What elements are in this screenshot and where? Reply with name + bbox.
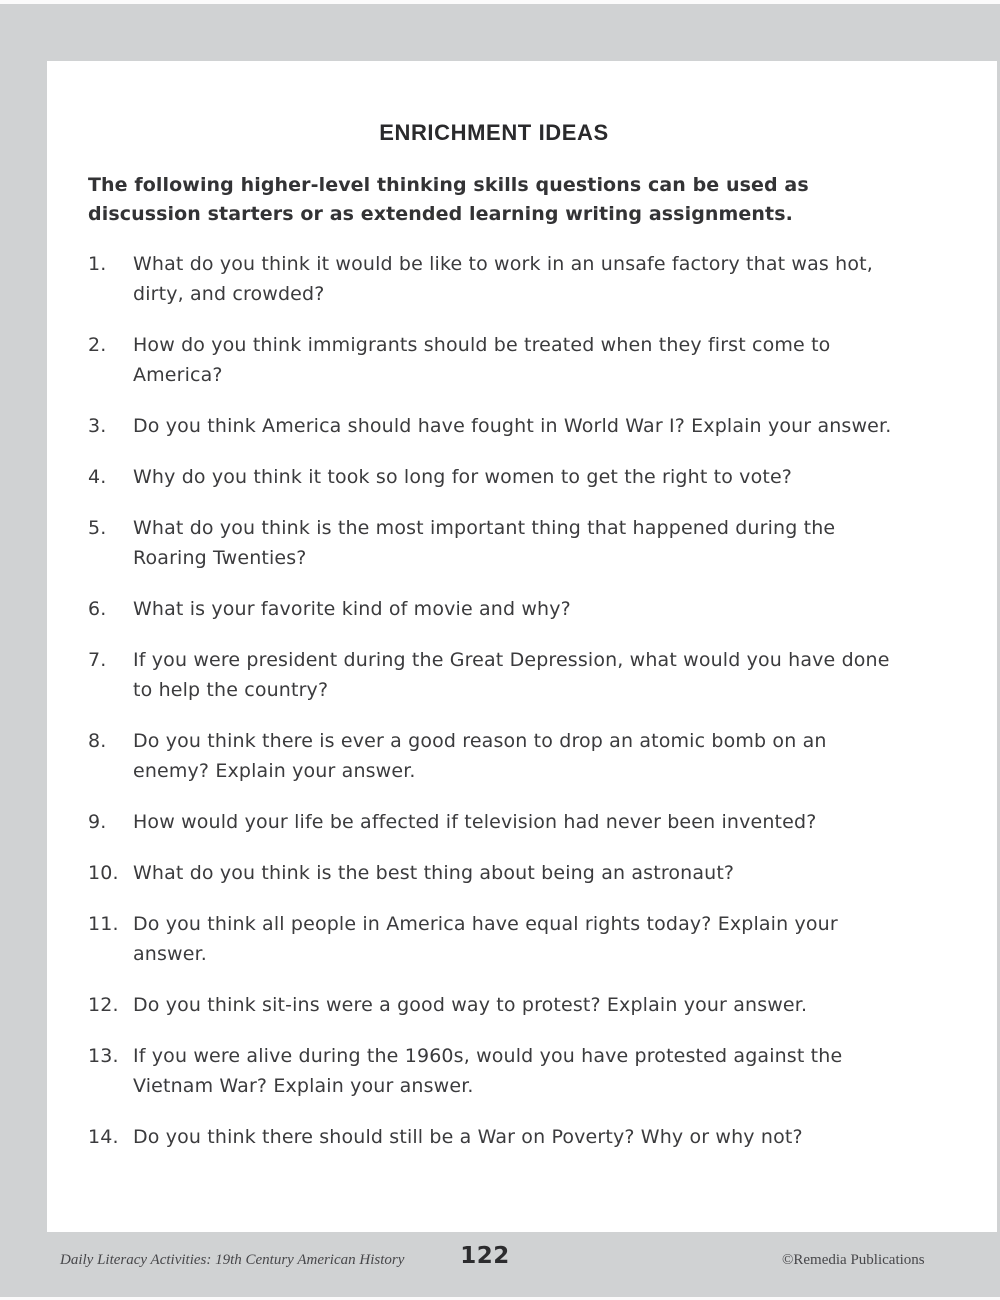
- question-item: [88, 249, 997, 309]
- question-item: [88, 807, 997, 837]
- question-text: How would your life be affected if television had never been invented?: [133, 811, 817, 833]
- question-text: Do you think all people in America have equal rights today? Explain your answer.: [133, 913, 838, 965]
- question-number: 14.: [88, 1126, 119, 1148]
- question-number: 11.: [88, 913, 119, 935]
- question-number: 13.: [88, 1045, 119, 1067]
- question-text: Why do you think it took so long for women to get the right to vote?: [133, 466, 793, 488]
- question-text: How do you think immigrants should be treated when they first come to America?: [133, 334, 831, 386]
- question-number: 4.: [88, 466, 107, 488]
- question-text: Do you think there is ever a good reason to drop an atomic bomb on an enemy? Explain your answer.: [133, 730, 827, 782]
- question-item: [88, 462, 997, 492]
- page-title: ENRICHMENT IDEAS: [379, 120, 609, 145]
- question-item: [88, 513, 997, 573]
- question-text: What do you think is the best thing about being an astronaut?: [133, 862, 735, 884]
- question-item: [88, 594, 997, 624]
- question-item: [88, 411, 997, 441]
- question-number: 1.: [88, 253, 107, 275]
- footer-publisher: ©Remedia Publications: [782, 1252, 925, 1268]
- footer-page-number: 122: [460, 1243, 510, 1269]
- question-item: [88, 645, 997, 705]
- question-number: 9.: [88, 811, 107, 833]
- question-text: Do you think sit-ins were a good way to protest? Explain your answer.: [133, 994, 808, 1016]
- question-text: What do you think is the most important thing that happened during the Roaring Twenties?: [133, 517, 836, 569]
- question-item: [88, 330, 997, 390]
- question-text: What is your favorite kind of movie and why?: [133, 598, 571, 620]
- question-number: 12.: [88, 994, 119, 1016]
- question-number: 5.: [88, 517, 107, 539]
- question-item: [88, 726, 997, 786]
- question-number: 6.: [88, 598, 107, 620]
- question-item: [88, 909, 997, 969]
- question-text: Do you think there should still be a War on Poverty? Why or why not?: [133, 1126, 803, 1148]
- question-text: If you were president during the Great Depression, what would you have done to help the country?: [133, 649, 890, 701]
- question-item: [88, 1041, 997, 1101]
- question-text: If you were alive during the 1960s, would you have protested against the Vietnam War? Explain your answer.: [133, 1045, 843, 1097]
- question-number: 10.: [88, 862, 119, 884]
- question-list: [88, 249, 997, 1152]
- question-text: Do you think America should have fought in World War I? Explain your answer.: [133, 415, 892, 437]
- document-page: [47, 61, 997, 1232]
- intro-paragraph: The following higher-level thinking skills questions can be used as discussion starters or as extended learning writing assignments.: [88, 174, 809, 225]
- question-text: What do you think it would be like to work in an unsafe factory that was hot, dirty, and crowded?: [133, 253, 873, 305]
- footer-book-title: Daily Literacy Activities: 19th Century American History: [60, 1252, 405, 1268]
- question-number: 7.: [88, 649, 107, 671]
- question-number: 3.: [88, 415, 107, 437]
- question-item: [88, 1122, 997, 1152]
- question-number: 2.: [88, 334, 107, 356]
- question-item: [88, 858, 997, 888]
- question-item: [88, 990, 997, 1020]
- question-number: 8.: [88, 730, 107, 752]
